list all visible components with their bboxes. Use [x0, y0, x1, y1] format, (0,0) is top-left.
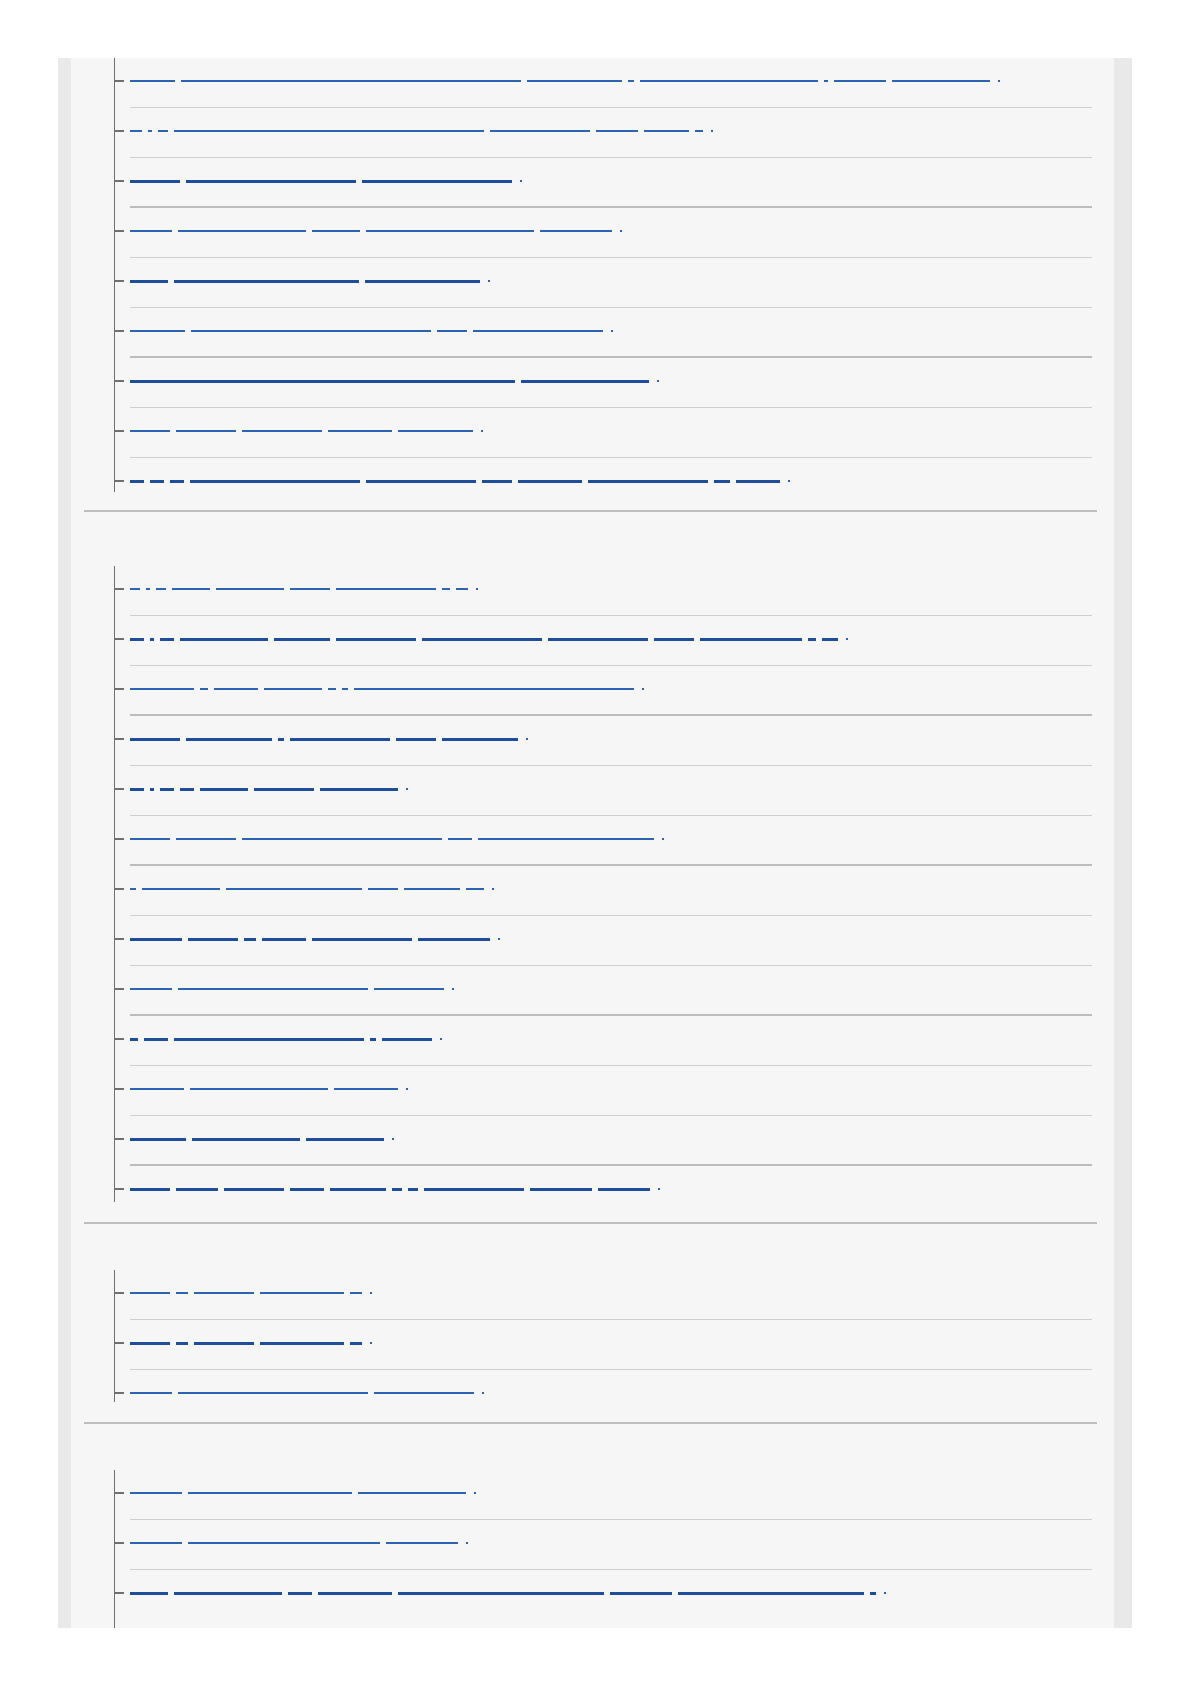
link-text-segment: [200, 788, 248, 791]
toc-link[interactable]: [130, 1038, 442, 1040]
tree-elbow: [114, 1138, 124, 1140]
link-text-segment: [130, 738, 180, 741]
link-text-segment: [130, 1542, 182, 1544]
toc-link[interactable]: [130, 230, 622, 232]
link-text-segment: [678, 1592, 864, 1595]
link-text-segment: [386, 1542, 458, 1544]
link-text-segment: [130, 480, 144, 483]
link-text-segment: [437, 330, 467, 332]
tree-elbow: [114, 1038, 124, 1040]
toc-list-item[interactable]: [130, 666, 1092, 716]
link-text-segment: [260, 1342, 344, 1345]
link-text-segment: [306, 1138, 384, 1141]
tree-elbow: [114, 180, 124, 182]
link-text-segment: [178, 988, 368, 990]
link-text-segment: [808, 638, 816, 641]
link-text-segment: [370, 1038, 376, 1041]
link-text-segment: [278, 738, 284, 741]
toc-link[interactable]: [130, 738, 528, 740]
toc-link[interactable]: [130, 938, 500, 940]
link-period: [662, 838, 664, 840]
toc-list-item[interactable]: [130, 158, 1092, 208]
link-text-segment: [242, 838, 442, 840]
link-text-segment: [194, 1292, 254, 1294]
link-text-segment: [312, 230, 360, 232]
link-text-segment: [130, 788, 144, 791]
link-period: [488, 280, 490, 282]
tree-elbow: [114, 280, 124, 282]
link-text-segment: [146, 588, 150, 590]
link-period: [406, 1088, 408, 1090]
link-text-segment: [170, 480, 184, 483]
link-text-segment: [130, 1038, 138, 1041]
link-text-segment: [473, 330, 603, 332]
link-text-segment: [354, 688, 634, 690]
link-text-segment: [160, 788, 174, 791]
tree-elbow: [114, 380, 124, 382]
link-text-segment: [392, 1188, 402, 1191]
link-text-segment: [824, 80, 828, 82]
tree-elbow: [114, 638, 124, 640]
toc-list-item[interactable]: [130, 716, 1092, 766]
toc-link[interactable]: [130, 888, 494, 890]
link-text-segment: [188, 1492, 352, 1494]
link-text-segment: [598, 1188, 650, 1191]
link-text-segment: [130, 938, 182, 941]
tree-elbow: [114, 1592, 124, 1594]
link-period: [657, 380, 659, 382]
link-text-segment: [174, 1038, 364, 1041]
tree-elbow: [114, 130, 124, 132]
link-text-segment: [365, 280, 480, 283]
link-text-segment: [588, 480, 708, 483]
section-divider: [84, 1422, 1097, 1424]
tree-elbow: [114, 480, 124, 482]
link-text-segment: [336, 588, 436, 590]
toc-link[interactable]: [130, 638, 848, 640]
link-text-segment: [130, 838, 170, 840]
link-text-segment: [290, 738, 390, 741]
link-text-segment: [366, 230, 534, 232]
link-period: [711, 130, 713, 132]
toc-link[interactable]: [130, 988, 454, 990]
toc-list-item[interactable]: [130, 1166, 1092, 1216]
tree-elbow: [114, 988, 124, 990]
link-text-segment: [374, 1392, 474, 1394]
link-text-segment: [264, 688, 322, 690]
link-text-segment: [186, 738, 272, 741]
link-text-segment: [130, 380, 515, 383]
toc-list-item[interactable]: [130, 1370, 1092, 1420]
tree-elbow: [114, 1492, 124, 1494]
link-text-segment: [130, 1492, 182, 1494]
link-text-segment: [448, 838, 472, 840]
toc-list-item[interactable]: [130, 1470, 1092, 1520]
link-text-segment: [422, 638, 542, 641]
toc-list-item[interactable]: [130, 1270, 1092, 1320]
link-text-segment: [130, 330, 185, 332]
document-content: [71, 58, 1114, 1628]
toc-list-item[interactable]: [130, 258, 1092, 308]
link-text-segment: [870, 1592, 876, 1595]
tree-elbow: [114, 230, 124, 232]
link-text-segment: [442, 738, 518, 741]
link-text-segment: [130, 1592, 168, 1595]
toc-list-item[interactable]: [130, 1570, 1092, 1620]
link-text-segment: [396, 738, 436, 741]
link-text-segment: [130, 1292, 170, 1294]
toc-link[interactable]: [130, 1342, 372, 1344]
link-text-segment: [192, 1138, 300, 1141]
toc-link[interactable]: [130, 180, 522, 182]
toc-list-item[interactable]: [130, 966, 1092, 1016]
toc-list-item[interactable]: [130, 866, 1092, 916]
link-text-segment: [194, 1342, 254, 1345]
tree-elbow: [114, 1542, 124, 1544]
link-text-segment: [336, 638, 416, 641]
toc-list-item[interactable]: [130, 1016, 1092, 1066]
link-text-segment: [200, 688, 208, 690]
link-text-segment: [368, 888, 398, 890]
link-text-segment: [822, 638, 838, 641]
link-text-segment: [628, 80, 634, 82]
toc-link[interactable]: [130, 788, 408, 790]
link-text-segment: [418, 938, 490, 941]
page-frame: [58, 58, 1132, 1628]
link-text-segment: [130, 280, 168, 283]
link-text-segment: [644, 130, 689, 132]
link-text-segment: [130, 1342, 170, 1345]
toc-link[interactable]: [130, 380, 659, 382]
link-text-segment: [214, 688, 258, 690]
link-text-segment: [654, 638, 694, 641]
link-text-segment: [640, 80, 818, 82]
toc-link[interactable]: [130, 480, 790, 482]
link-period: [642, 688, 644, 690]
toc-list-item[interactable]: [130, 1116, 1092, 1166]
link-text-segment: [172, 588, 210, 590]
tree-connector: [114, 566, 115, 1202]
link-period: [611, 330, 613, 332]
link-text-segment: [190, 1088, 328, 1090]
tree-elbow: [114, 1188, 124, 1190]
link-text-segment: [226, 888, 362, 890]
link-text-segment: [181, 80, 521, 82]
link-text-segment: [150, 788, 154, 791]
toc-link[interactable]: [130, 588, 478, 590]
tree-connector: [114, 1270, 115, 1402]
link-text-segment: [254, 788, 314, 791]
link-text-segment: [242, 430, 322, 432]
link-text-segment: [180, 638, 268, 641]
toc-link[interactable]: [130, 1088, 408, 1090]
link-text-segment: [216, 588, 284, 590]
link-text-segment: [174, 130, 484, 132]
link-text-segment: [186, 180, 356, 183]
link-text-segment: [224, 1188, 284, 1191]
link-text-segment: [176, 1342, 188, 1345]
link-text-segment: [148, 130, 152, 132]
toc-link[interactable]: [130, 330, 613, 332]
link-text-segment: [456, 588, 468, 590]
link-text-segment: [530, 1188, 592, 1191]
tree-connector: [114, 58, 115, 492]
link-text-segment: [130, 638, 144, 641]
link-text-segment: [290, 1188, 324, 1191]
link-text-segment: [158, 130, 168, 132]
link-text-segment: [290, 588, 330, 590]
tree-elbow: [114, 788, 124, 790]
link-text-segment: [176, 1292, 188, 1294]
link-text-segment: [328, 430, 392, 432]
tree-elbow: [114, 1342, 124, 1344]
link-text-segment: [176, 430, 236, 432]
link-period: [466, 1542, 468, 1544]
link-text-segment: [130, 430, 170, 432]
toc-list-item[interactable]: [130, 58, 1092, 108]
link-text-segment: [130, 1138, 186, 1141]
link-text-segment: [490, 130, 590, 132]
link-text-segment: [150, 638, 154, 641]
link-text-segment: [700, 638, 802, 641]
link-text-segment: [178, 230, 306, 232]
link-text-segment: [736, 480, 780, 483]
toc-link[interactable]: [130, 80, 1000, 82]
link-period: [526, 738, 528, 740]
link-period: [520, 180, 522, 182]
tree-elbow: [114, 1088, 124, 1090]
link-text-segment: [424, 1188, 524, 1191]
toc-list-item[interactable]: [130, 816, 1092, 866]
link-text-segment: [320, 788, 398, 791]
link-text-segment: [540, 230, 612, 232]
toc-list-item[interactable]: [130, 208, 1092, 258]
link-text-segment: [350, 1342, 362, 1345]
section-divider: [84, 1222, 1097, 1224]
link-text-segment: [180, 788, 194, 791]
link-text-segment: [342, 688, 348, 690]
link-text-segment: [318, 1592, 392, 1595]
link-text-segment: [130, 80, 175, 82]
link-period: [481, 430, 483, 432]
link-text-segment: [288, 1592, 312, 1595]
link-text-segment: [144, 1038, 168, 1041]
link-text-segment: [176, 838, 236, 840]
link-text-segment: [130, 1088, 184, 1090]
link-text-segment: [130, 1188, 170, 1191]
toc-list-item[interactable]: [130, 1520, 1092, 1570]
toc-link[interactable]: [130, 430, 483, 432]
toc-link[interactable]: [130, 1592, 886, 1594]
toc-list-item[interactable]: [130, 1320, 1092, 1370]
toc-list-item[interactable]: [130, 358, 1092, 408]
link-period: [370, 1342, 372, 1344]
toc-link[interactable]: [130, 688, 644, 690]
link-text-segment: [130, 688, 194, 690]
link-text-segment: [548, 638, 648, 641]
link-text-segment: [358, 1492, 466, 1494]
toc-list-item[interactable]: [130, 1066, 1092, 1116]
toc-list-item[interactable]: [130, 308, 1092, 358]
toc-link[interactable]: [130, 1292, 372, 1294]
link-text-segment: [262, 938, 306, 941]
link-text-segment: [521, 380, 649, 383]
toc-list-item[interactable]: [130, 766, 1092, 816]
link-text-segment: [190, 480, 360, 483]
link-text-segment: [466, 888, 484, 890]
tree-elbow: [114, 330, 124, 332]
toc-link[interactable]: [130, 130, 713, 132]
link-text-segment: [442, 588, 450, 590]
tree-elbow: [114, 588, 124, 590]
link-period: [658, 1188, 660, 1190]
link-text-segment: [130, 180, 180, 183]
link-text-segment: [274, 638, 330, 641]
link-text-segment: [130, 988, 172, 990]
link-text-segment: [130, 130, 142, 132]
toc-list-item[interactable]: [130, 616, 1092, 666]
link-text-segment: [244, 938, 256, 941]
toc-link[interactable]: [130, 1138, 394, 1140]
link-period: [884, 1592, 886, 1594]
link-text-segment: [176, 1188, 218, 1191]
link-period: [482, 1392, 484, 1394]
link-text-segment: [478, 838, 654, 840]
link-text-segment: [834, 80, 886, 82]
link-text-segment: [188, 938, 238, 941]
link-text-segment: [482, 480, 512, 483]
tree-elbow: [114, 688, 124, 690]
toc-list-item[interactable]: [130, 458, 1092, 508]
toc-list-item[interactable]: [130, 566, 1092, 616]
link-text-segment: [610, 1592, 672, 1595]
link-text-segment: [695, 130, 703, 132]
link-period: [452, 988, 454, 990]
link-text-segment: [398, 1592, 604, 1595]
tree-elbow: [114, 1292, 124, 1294]
section-divider: [84, 510, 1097, 512]
tree-elbow: [114, 1392, 124, 1394]
link-text-segment: [130, 588, 140, 590]
link-period: [620, 230, 622, 232]
link-period: [370, 1292, 372, 1294]
link-text-segment: [191, 330, 431, 332]
link-text-segment: [188, 1542, 380, 1544]
link-text-segment: [174, 280, 359, 283]
tree-elbow: [114, 938, 124, 940]
link-period: [998, 80, 1000, 82]
link-text-segment: [130, 888, 136, 890]
link-text-segment: [350, 1292, 362, 1294]
tree-elbow: [114, 738, 124, 740]
link-period: [392, 1138, 394, 1140]
toc-link[interactable]: [130, 1492, 476, 1494]
toc-link[interactable]: [130, 1392, 484, 1394]
link-text-segment: [382, 1038, 432, 1041]
link-text-segment: [330, 1188, 386, 1191]
link-text-segment: [260, 1292, 344, 1294]
tree-elbow: [114, 838, 124, 840]
link-text-segment: [527, 80, 622, 82]
toc-list-item[interactable]: [130, 916, 1092, 966]
link-text-segment: [328, 688, 336, 690]
link-text-segment: [408, 1188, 418, 1191]
link-text-segment: [142, 888, 220, 890]
link-text-segment: [334, 1088, 398, 1090]
toc-list-item[interactable]: [130, 108, 1092, 158]
link-text-segment: [130, 230, 172, 232]
toc-link[interactable]: [130, 838, 664, 840]
link-text-segment: [178, 1392, 368, 1394]
link-text-segment: [362, 180, 512, 183]
tree-elbow: [114, 430, 124, 432]
link-text-segment: [366, 480, 476, 483]
toc-list-item[interactable]: [130, 408, 1092, 458]
link-text-segment: [312, 938, 412, 941]
link-period: [406, 788, 408, 790]
link-text-segment: [404, 888, 460, 890]
tree-elbow: [114, 888, 124, 890]
link-text-segment: [150, 480, 164, 483]
toc-link[interactable]: [130, 1542, 468, 1544]
link-text-segment: [156, 588, 166, 590]
link-text-segment: [174, 1592, 282, 1595]
link-text-segment: [596, 130, 638, 132]
link-period: [474, 1492, 476, 1494]
link-text-segment: [374, 988, 444, 990]
link-text-segment: [130, 1392, 172, 1394]
toc-link[interactable]: [130, 1188, 660, 1190]
toc-link[interactable]: [130, 280, 490, 282]
link-period: [476, 588, 478, 590]
link-period: [498, 938, 500, 940]
link-text-segment: [518, 480, 582, 483]
link-period: [788, 480, 790, 482]
link-period: [846, 638, 848, 640]
link-text-segment: [398, 430, 473, 432]
link-period: [440, 1038, 442, 1040]
link-text-segment: [160, 638, 174, 641]
link-period: [492, 888, 494, 890]
tree-elbow: [114, 80, 124, 82]
link-text-segment: [892, 80, 990, 82]
link-text-segment: [714, 480, 730, 483]
